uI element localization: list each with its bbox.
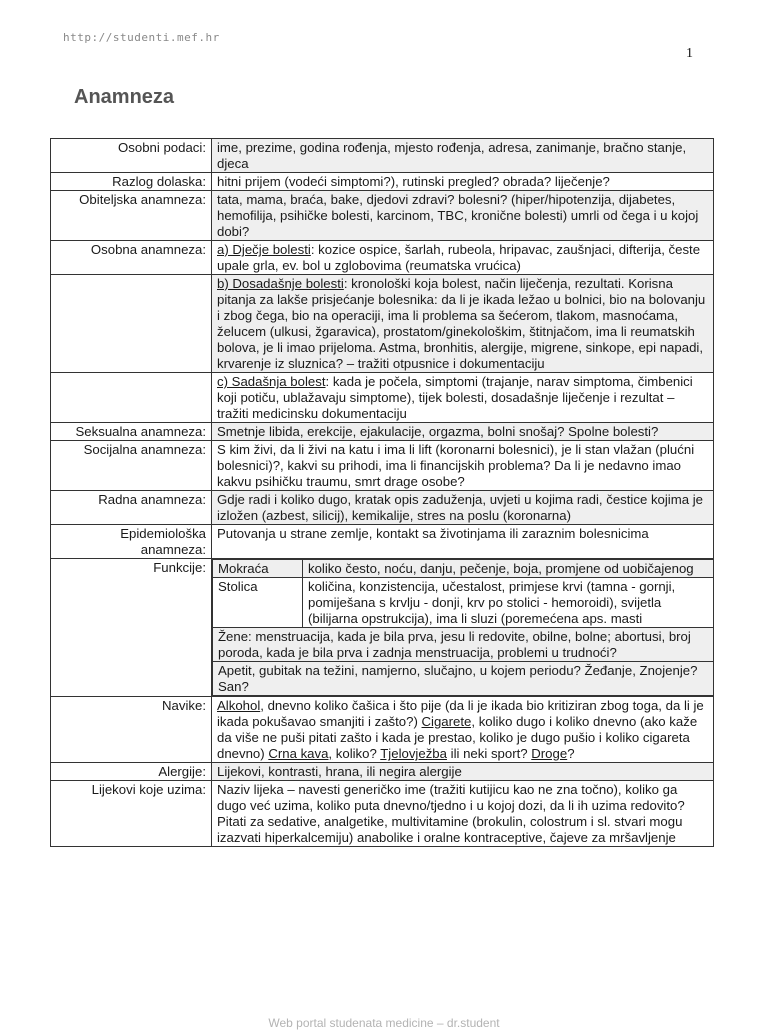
table-row-seksualna-anamneza: [51, 423, 714, 441]
sublabel-stolica: Stolica: [213, 578, 303, 628]
row-label: Epidemiološka anamneza:: [51, 525, 212, 559]
subheading-dosadasnje-bolesti: b) Dosadašnje bolesti: [217, 276, 344, 291]
subtext: koliko dugo i koliko dnevno (ako kaže da više ne puši pitati zašto i kada je prestao, koliko je dugo pušio i koliko cigareta dnevno): [217, 714, 698, 761]
subtext: : kozice ospice, šarlah, rubeola, hripavac, zaušnjaci, difterija, česte upale grla, ev. bol u zglobovima (reumatska vrućica): [217, 242, 701, 273]
row-content: ime, prezime, godina rođenja, mjesto rođenja, adresa, zanimanje, bračno stanje, djeca: [212, 139, 714, 173]
subtext-stolica: količina, konzistencija, učestalost, primjese krvi (tamna - gornji, pomiješana s krvlju - donji, krv po stolici - hemoroidi), svijetla (bilijarna opstrukcija), ima li sluzi (poremećena aps. masti: [303, 578, 714, 628]
row-label: Osobni podaci:: [51, 139, 212, 173]
row-content: [212, 697, 714, 763]
row-content: Putovanja u strane zemlje, kontakt sa životinjama ili zaraznim bolesnicima: [212, 525, 714, 559]
table-row-osobni-podaci: [51, 139, 714, 173]
page-title: Anamneza: [74, 86, 175, 108]
subtext-apetit: Apetit, gubitak na težini, namjerno, slučajno, u kojem periodu? Žeđanje, Znojenje? San?: [213, 662, 714, 696]
table-row-obiteljska-anamneza: [51, 191, 714, 241]
subtext: ili neki sport?: [446, 746, 532, 761]
subtext-mokraca: koliko često, noću, danju, pečenje, boja, promjene od uobičajenog: [303, 560, 714, 578]
functions-cell: [212, 559, 714, 697]
table-row-radna-anamneza: [51, 491, 714, 525]
subheading-sadasnja-bolest: c) Sadašnja bolest: [217, 374, 326, 389]
subheading-tjelovjezba: Tjelovježba: [380, 746, 447, 761]
subtext: koliko?: [332, 746, 381, 761]
row-content: hitni prijem (vodeći simptomi?), rutinski pregled? obrada? liječenje?: [212, 173, 714, 191]
subtext: : kada je počela, simptomi (trajanje, narav simptoma, čimbenici koji potiču, ublažavaju simptome), tijek bolesti, dosadašnje liječenje i rezultat – tražiti medicinsku dokumentaciju: [217, 374, 693, 421]
row-label: Obiteljska anamneza:: [51, 191, 212, 241]
subheading-djecje-bolesti: a) Dječje bolesti: [217, 242, 311, 257]
row-content: S kim živi, da li živi na katu i ima li lift (koronarni bolesnici), je li stan vlažan (plućni bolesnici)?, kakvi su prihodi, ima li financijskih problema? Da li je nedavno imao kakvu psihičku traumu, smrt drage osobe?: [212, 441, 714, 491]
row-label: Seksualna anamneza:: [51, 423, 212, 441]
row-content: [212, 275, 714, 373]
table-row-lijekovi: [51, 781, 714, 847]
subtext: , dnevno koliko čašica i što pije (da li je ikada bio kritiziran zbog toga, da li je ikada pokušavao smanjiti i zašto?): [217, 698, 704, 729]
subtext-zene: Žene: menstruacija, kada je bila prva, jesu li redovite, obilne, bolne; abortusi, broj poroda, kada je bila prva i zadnja menstruacija, problemi u trudnoći?: [213, 628, 714, 662]
subtext: : kronološki koja bolest, način liječenja, rezultati. Korisna pitanja za lakše prisjećanje bolesnika: da li je ikada ležao u bolnici, bio na bolovanju i zbog čega, bio na operaciji, ima li problema sa šećerom, tlakom, masnoćama, želucem (ulkusi, žgaravica), prostatom/ginekološkim, štitnjačom, ima li reumatskih bolova, je li imao prijeloma. Astma, bronhitis, alergije, migrene, sinkope, epi napadi, krvarenje iz sluznica? – tražiti otpusnice i dokumentaciju: [217, 276, 706, 371]
row-content: Naziv lijeka – navesti generičko ime (tražiti kutijicu kao ne zna točno), koliko ga dugo već uzima, koliko puta dnevno/tjedno i u kojoj dozi, da li ih uzima redovito? Pitati za sedative, analgetike, multivitamine (brokulin, colostrum i sl. stvari mogu izazvati hiperkalcemiju) anabolike i oralne kontraceptive, čajeve za mršavljenje: [212, 781, 714, 847]
subheading-cigarete: Cigarete,: [421, 714, 476, 729]
source-url: http://studenti.mef.hr: [63, 31, 220, 44]
row-label: Navike:: [51, 697, 212, 763]
subrow-mokraca: [213, 560, 714, 578]
row-content: tata, mama, braća, bake, djedovi zdravi? bolesni? (hiper/hipotenzija, dijabetes, hemofilija, psihičke bolesti, karcinom, TBC, kronične bolesti) umrli od čega i u kojoj dobi?: [212, 191, 714, 241]
subheading-alkohol: Alkohol: [217, 698, 261, 713]
row-label: Osobna anamneza:: [51, 241, 212, 275]
sublabel-mokraca: Mokraća: [213, 560, 303, 578]
anamnesis-table: [50, 138, 714, 847]
row-content: Lijekovi, kontrasti, hrana, ili negira alergije: [212, 763, 714, 781]
row-label-empty: [51, 373, 212, 423]
row-label: Socijalna anamneza:: [51, 441, 212, 491]
subrow-stolica: [213, 578, 714, 628]
subheading-crna-kava: Crna kava,: [268, 746, 333, 761]
row-content: [212, 373, 714, 423]
table-row-socijalna-anamneza: [51, 441, 714, 491]
row-label: Lijekovi koje uzima:: [51, 781, 212, 847]
row-label-empty: [51, 275, 212, 373]
row-content: Smetnje libida, erekcije, ejakulacije, orgazma, bolni snošaj? Spolne bolesti?: [212, 423, 714, 441]
row-label: Funkcije:: [51, 559, 212, 697]
subrow-apetit: [213, 662, 714, 696]
functions-subtable: [212, 559, 714, 696]
row-content: [212, 241, 714, 275]
table-row-navike: [51, 697, 714, 763]
page-footer: Web portal studenata medicine – dr.student: [268, 1016, 500, 1030]
subtext: ?: [567, 746, 575, 761]
table-row-osobna-anamneza-a: [51, 241, 714, 275]
page-number: 1: [686, 46, 693, 61]
row-content: Gdje radi i koliko dugo, kratak opis zaduženja, uvjeti u kojima radi, čestice kojima je izložen (azbest, silicij), kemikalije, stres na poslu (koronarna): [212, 491, 714, 525]
row-label: Razlog dolaska:: [51, 173, 212, 191]
table-row-funkcije: [51, 559, 714, 697]
subheading-droge: Droge: [531, 746, 568, 761]
table-row-osobna-anamneza-c: [51, 373, 714, 423]
subrow-zene: [213, 628, 714, 662]
row-label: Alergije:: [51, 763, 212, 781]
table-row-razlog-dolaska: [51, 173, 714, 191]
row-label: Radna anamneza:: [51, 491, 212, 525]
table-row-osobna-anamneza-b: [51, 275, 714, 373]
table-row-epidemioloska-anamneza: [51, 525, 714, 559]
table-row-alergije: [51, 763, 714, 781]
